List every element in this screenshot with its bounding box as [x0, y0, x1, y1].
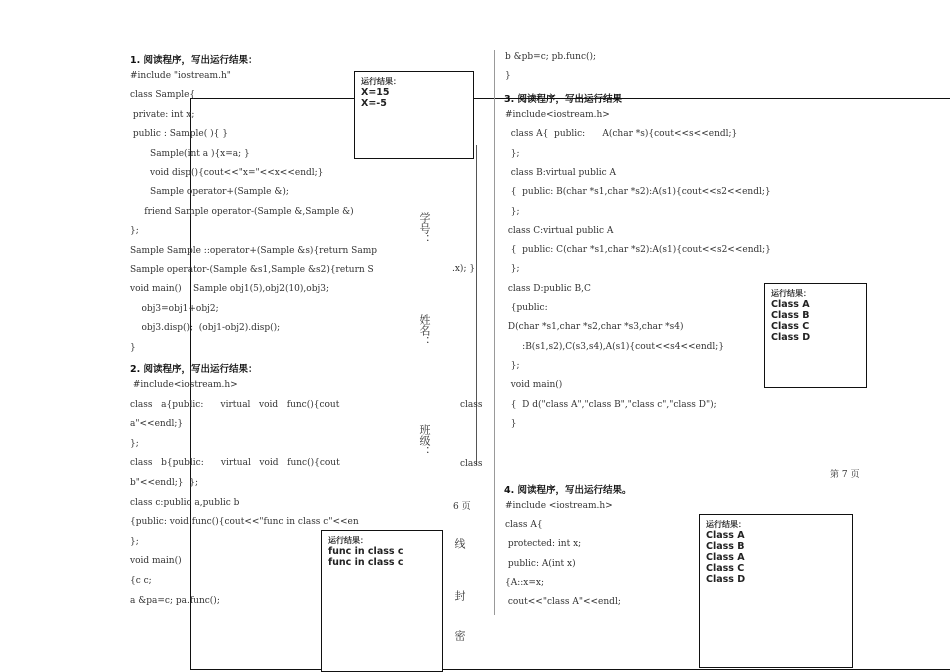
page-number-left: 6 页 — [453, 502, 471, 512]
result-box-1-title: 运行结果： — [361, 77, 401, 86]
q3-title: 3. 阅读程序，写出运行结果 — [504, 94, 623, 105]
code-line: void main() — [505, 380, 563, 391]
result-line: Class D — [771, 332, 811, 343]
code-line: }; — [130, 536, 139, 547]
code-line: void main() Sample obj1(5),obj2(10),obj3; — [130, 284, 330, 295]
code-line: #include <iostream.h> — [505, 501, 613, 511]
result-line: Class C — [706, 563, 745, 574]
code-line: #include "iostream.h" — [130, 71, 231, 81]
result-line: Class A — [706, 552, 745, 563]
binding-secret-label: 密 — [453, 630, 466, 641]
result-line: Class B — [706, 541, 745, 552]
code-line: private: int x; — [130, 109, 195, 120]
result-line: func in class c — [328, 546, 404, 557]
code-line: void disp(){cout<<"x="<<x<<endl;} — [130, 168, 324, 178]
code-line: class b{public: virtual void func(){cout — [130, 458, 340, 469]
code-line: }; — [505, 360, 520, 371]
code-line: Sample Sample ::operator+(Sample &s){return Samp — [130, 245, 377, 256]
code-line: }; — [130, 438, 139, 449]
code-line: Sample operator+(Sample &); — [130, 187, 289, 198]
code-line: { D d("class A","class B","class c","class D"); — [505, 399, 717, 410]
code-line: class A{ public: A(char *s){cout<<s<<endl;} — [505, 129, 738, 140]
code-line: }; — [505, 206, 520, 217]
code-line: b"<<endl;} }; — [130, 478, 198, 488]
code-line: #include<iostream.h> — [130, 380, 238, 390]
result-line: func in class c — [328, 557, 404, 568]
binding-line — [476, 145, 477, 465]
q1-code-tail: .x); } — [452, 264, 476, 274]
code-line: b &pb=c; pb.func(); — [505, 52, 597, 62]
result-box-4-title: 运行结果： — [706, 520, 746, 529]
result-line: Class A — [771, 299, 810, 310]
code-line: } — [505, 418, 517, 429]
q4-title: 4. 阅读程序，写出运行结果。 — [504, 485, 632, 496]
q2-class-word-1: class — [460, 400, 483, 410]
binding-seal-label: 封 — [453, 590, 466, 601]
binding-line-label: 线 — [453, 538, 466, 549]
result-box-2 — [321, 530, 443, 672]
result-box-4 — [699, 514, 853, 668]
class-label: 班级： — [418, 424, 431, 457]
code-line: class C:virtual public A — [505, 225, 614, 236]
q2-class-word-2: class — [460, 459, 483, 469]
code-line: class D:public B,C — [505, 283, 591, 294]
name-label: 姓名： — [418, 314, 431, 347]
column-divider — [494, 50, 495, 615]
code-line: { public: B(char *s1,char *s2):A(s1){cout<<s2<<endl;} — [505, 187, 771, 198]
q1-title: 1. 阅读程序，写出运行结果： — [130, 55, 258, 66]
code-line: obj3.disp(); (obj1-obj2).disp(); — [130, 323, 281, 334]
code-line: #include<iostream.h> — [505, 110, 610, 120]
code-line: a"<<endl;} — [130, 419, 184, 430]
code-line: {A::x=x; — [505, 577, 545, 588]
result-line: Class A — [706, 530, 745, 541]
code-line: class Sample{ — [130, 90, 196, 101]
code-line: }; — [505, 264, 520, 275]
code-line: {c c; — [130, 576, 152, 586]
code-line: class B:virtual public A — [505, 167, 617, 178]
code-line: {public: void func(){cout<<"func in class c"<<en — [130, 517, 359, 528]
code-line: cout<<"class A"<<endl; — [505, 597, 621, 607]
page-number-right: 第 7 页 — [830, 470, 860, 480]
code-line: public: A(int x) — [505, 558, 576, 569]
code-line: Sample(int a ){x=a; } — [130, 148, 250, 159]
code-line: protected: int x; — [505, 539, 582, 550]
student-id-label: 学号： — [418, 212, 431, 245]
code-line: { public: C(char *s1,char *s2):A(s1){cout<<s2<<endl;} — [505, 245, 771, 256]
q2-title: 2. 阅读程序，写出运行结果： — [130, 364, 258, 375]
result-box-2-title: 运行结果： — [328, 536, 368, 545]
code-line: } — [505, 71, 511, 81]
result-line: Class C — [771, 321, 810, 332]
code-line: void main() — [130, 556, 182, 567]
code-line: class A{ — [505, 520, 543, 531]
code-line: class c:public a,public b — [130, 497, 240, 508]
code-line: a &pa=c; pa.func(); — [130, 595, 220, 606]
result-box-3-title: 运行结果： — [771, 289, 811, 298]
result-line: X=15 — [361, 87, 390, 98]
result-line: Class D — [706, 574, 746, 585]
result-box-1 — [354, 71, 474, 159]
code-line: {public: — [505, 303, 548, 313]
code-line: }; — [130, 226, 139, 237]
code-line: }; — [505, 148, 520, 159]
result-line: Class B — [771, 310, 810, 321]
code-line: obj3=obj1+obj2; — [130, 303, 219, 314]
code-line: public : Sample( ){ } — [130, 129, 228, 140]
code-line: D(char *s1,char *s2,char *s3,char *s4) — [505, 322, 684, 333]
code-line: Sample operator-(Sample &s1,Sample &s2){return S — [130, 265, 374, 275]
result-line: X=-5 — [361, 98, 387, 109]
result-box-3 — [764, 283, 867, 388]
code-line: class a{public: virtual void func(){cout — [130, 399, 340, 410]
code-line: :B(s1,s2),C(s3,s4),A(s1){cout<<s4<<endl;} — [505, 341, 725, 352]
code-line: } — [130, 342, 136, 353]
code-line: friend Sample operator-(Sample &,Sample &) — [130, 206, 354, 217]
